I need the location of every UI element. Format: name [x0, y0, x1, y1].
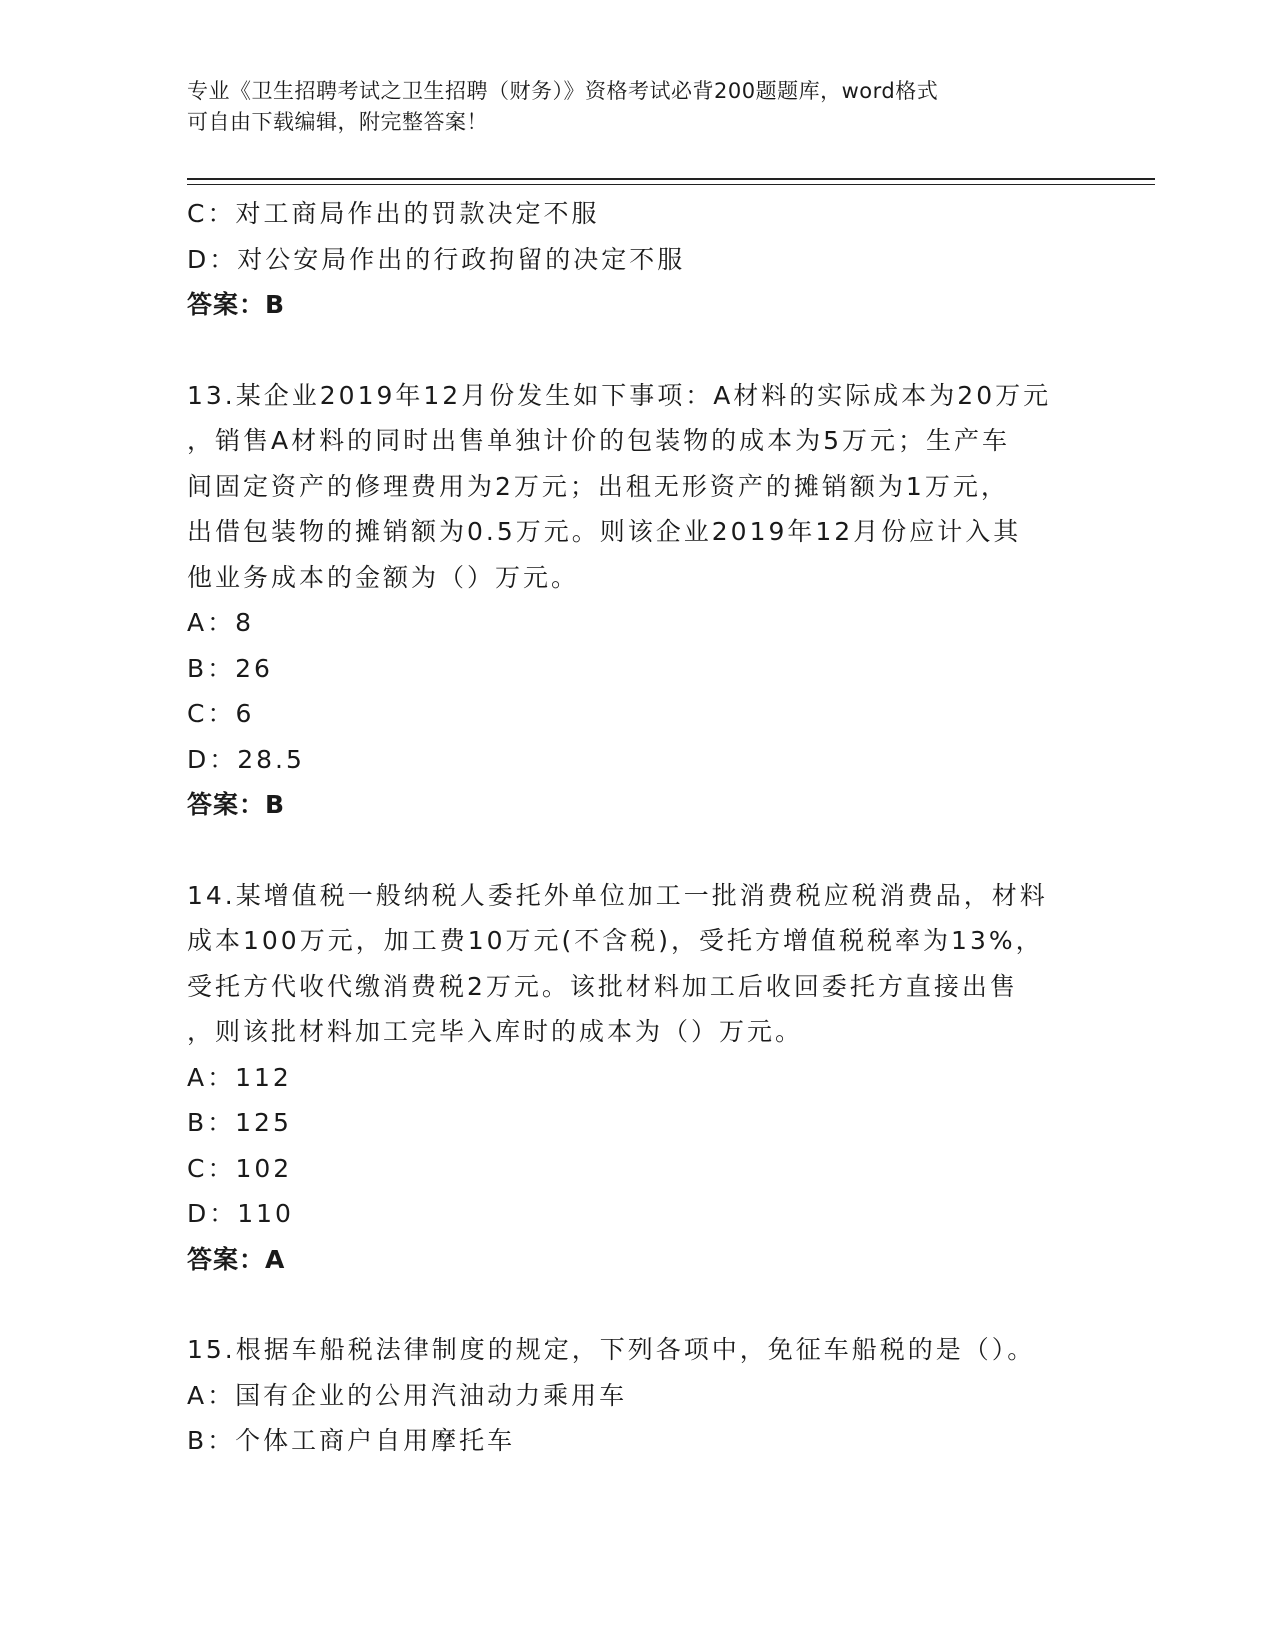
question-text-line: 出借包装物的摊销额为0.5万元。则该企业2019年12月份应计入其	[187, 517, 1022, 546]
option-d: D：28.5	[187, 744, 305, 774]
answer-line: 答案：B	[187, 290, 286, 319]
option-b: B：125	[187, 1108, 292, 1137]
option-c: C：102	[187, 1153, 293, 1183]
question-block-13	[187, 373, 1087, 828]
question-text-line: 成本100万元，加工费10万元(不含税)，受托方增值税税率为13%，	[187, 926, 1044, 955]
option-a: A：112	[187, 1062, 292, 1092]
header-divider-thick	[187, 178, 1155, 180]
question-text-line: 13.某企业2019年12月份发生如下事项：A材料的实际成本为20万元	[187, 380, 1052, 410]
option-c: C：对工商局作出的罚款决定不服	[187, 199, 600, 228]
spacer	[187, 1282, 1087, 1327]
question-block-12	[187, 191, 1087, 328]
spacer	[187, 828, 1087, 873]
question-text-line: ，销售A材料的同时出售单独计价的包装物的成本为5万元；生产车	[187, 426, 1011, 455]
option-c: C：6	[187, 699, 255, 728]
option-a: A：8	[187, 608, 255, 637]
answer-line: 答案：B	[187, 790, 286, 819]
document-header	[187, 76, 1087, 138]
question-text-line: ，则该批材料加工完毕入库时的成本为（）万元。	[187, 1017, 804, 1046]
option-a: A：国有企业的公用汽油动力乘用车	[187, 1380, 628, 1410]
question-text-line: 他业务成本的金额为（）万元。	[187, 562, 580, 592]
question-block-15	[187, 1327, 1087, 1464]
question-text-line: 15.根据车船税法律制度的规定，下列各项中，免征车船税的是（）。	[187, 1335, 1036, 1364]
spacer	[187, 328, 1087, 373]
question-text-line: 14.某增值税一般纳税人委托外单位加工一批消费税应税消费品，材料	[187, 880, 1048, 910]
header-line-2: 可自由下载编辑，附完整答案！	[187, 110, 488, 134]
header-line-1: 专业《卫生招聘考试之卫生招聘（财务）》资格考试必背200题题库，word格式	[187, 79, 939, 103]
question-block-14	[187, 873, 1087, 1283]
header-divider-thin	[187, 184, 1155, 185]
question-text-line: 间固定资产的修理费用为2万元；出租无形资产的摊销额为1万元，	[187, 471, 1009, 501]
answer-line: 答案：A	[187, 1244, 286, 1274]
option-d: D：对公安局作出的行政拘留的决定不服	[187, 244, 686, 274]
question-text-line: 受托方代收代缴消费税2万元。该批材料加工后收回委托方直接出售	[187, 971, 1018, 1001]
option-b: B：个体工商户自用摩托车	[187, 1426, 516, 1455]
option-d: D：110	[187, 1199, 294, 1228]
option-b: B：26	[187, 653, 273, 683]
document-body	[187, 191, 1087, 1464]
